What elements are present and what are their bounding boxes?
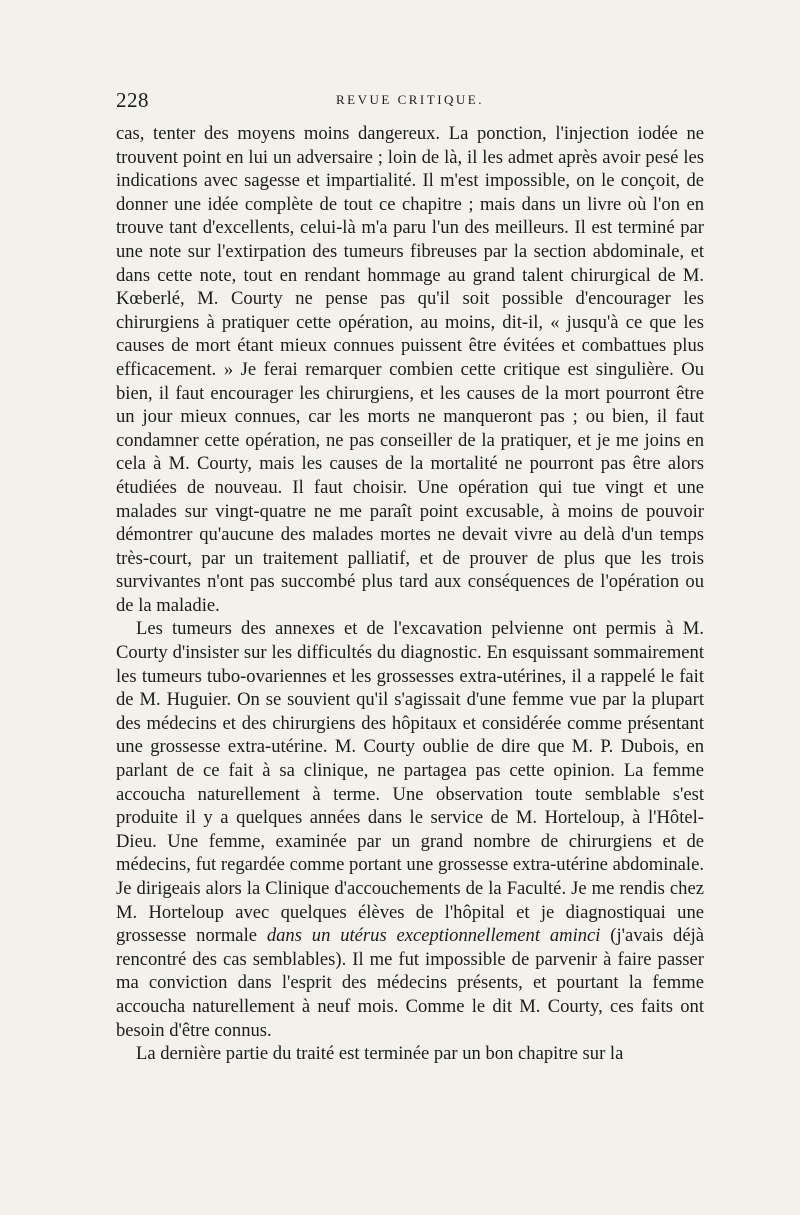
paragraph-1: cas, tenter des moyens moins dangereux. La ponction, l'injection iodée ne trouvent point en lui un adversaire ; loin de là, il les admet après avoir pesé les indications avec sagesse et impartialité. Il m'est impossible, on le conçoit, de donner une idée complète de tout ce chapitre ; mais dans un livre où l'on en trouve tant d'excellents, celui-là m'a paru l'un des meilleurs. Il est terminé par une note sur l'extirpation des tumeurs fibreuses par la section abdominale, et dans cette note, tout en rendant hommage au grand talent chirurgical de M. Kœberlé, M. Courty ne pense pas qu'il soit possible d'encourager les chirurgiens à pratiquer cette opération, au moins, dit-il, « jusqu'à ce que les causes de mort étant mieux connues puissent être évitées et combattues plus efficacement. » Je ferai remarquer combien cette critique est singulière. Ou bien, il faut encourager les chirurgiens, et les causes de la mort pourront être un jour mieux connues, car les morts ne manqueront pas ; ou bien, il faut condamner cette opération, ne pas conseiller de la pratiquer, et je me joins en cela à M. Courty, mais les causes de la mortalité ne pourront pas être alors étudiées de nouveau. Il faut choisir. Une opération qui tue vingt et une malades sur vingt-quatre ne me paraît point excusable, à moins de pouvoir démontrer qu'aucune des malades mortes ne devait vivre au delà d'un temps très-court, par un traitement palliatif, et de prouver de plus que les trois survivantes n'ont pas succombé plus tard aux conséquences de l'opération ou de la maladie. <box>116 123 704 616</box>
paragraph-3: La dernière partie du traité est terminée par un bon chapitre sur la <box>136 1043 624 1065</box>
paragraph-2-text-a: Les tumeurs des annexes et de l'excavation pelvienne ont permis à M. Courty d'insister sur les difficultés du diagnostic. En esquissant sommairement les tumeurs tubo-ovariennes et les grossesses extra-utérines, il a rappelé le fait de M. Huguier. On se souvient qu'il s'agissait d'une femme vue par la plupart des médecins et des chirurgiens des hôpitaux et considérée comme présentant une grossesse extra-utérine. M. Courty oublie de dire que M. P. Dubois, en parlant de ce fait à sa clinique, ne partagea pas cette opinion. La femme accoucha naturellement à terme. Une observation toute semblable s'est produite il y a quelques années dans le service de M. Horteloup, à l'Hôtel-Dieu. Une femme, examinée par un grand nombre de chirurgiens et de médecins, fut regardée comme portant une grossesse extra-utérine abdominale. Je dirigeais alors la Clinique d'accouchements de la Faculté. Je me rendis chez M. Horteloup avec quelques élèves de l'hôpital et je diagnostiquai une grossesse normale <box>116 618 704 947</box>
paragraph-2 <box>116 617 704 1042</box>
page-number: 228 <box>116 88 149 112</box>
paragraph-2-italic: dans un utérus exceptionnellement aminci <box>266 925 601 947</box>
paragraph-2-text-b: (j'avais déjà rencontré des cas semblables). Il me fut impossible de parvenir à faire passer ma conviction dans l'esprit des médecins présents, et pourtant la femme accoucha naturellement à neuf mois. Comme le dit M. Courty, ces faits ont besoin d'être connus. <box>116 925 704 1041</box>
running-head: REVUE CRITIQUE. <box>336 92 484 107</box>
page-header <box>116 88 704 122</box>
body-text <box>116 122 704 1066</box>
